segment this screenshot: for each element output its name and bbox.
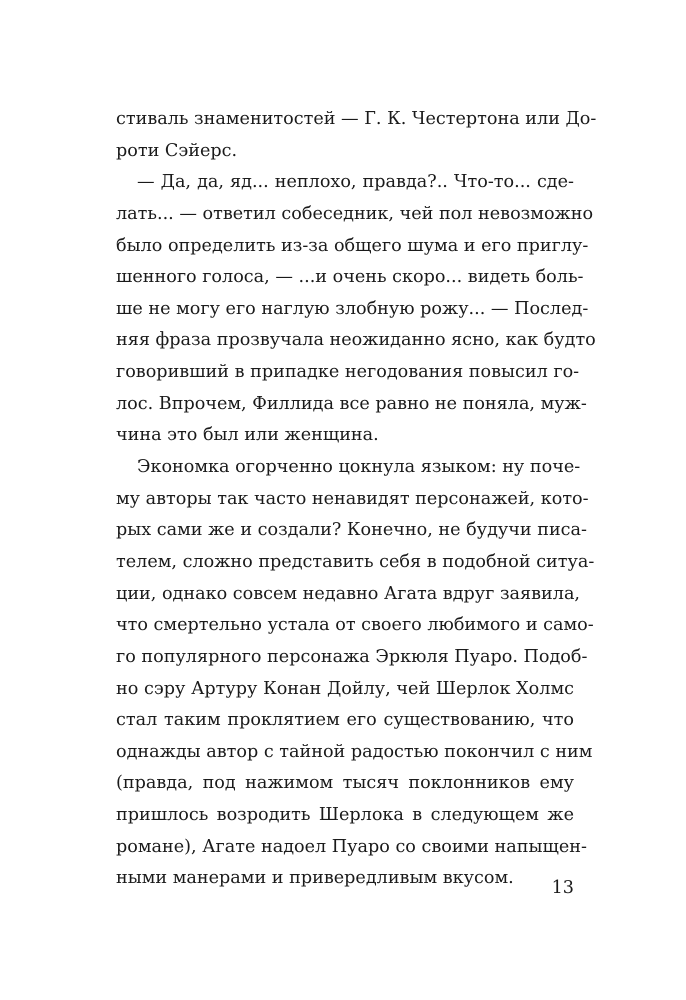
text-line: ции, однако совсем недавно Агата вдруг заявила, xyxy=(116,583,581,604)
paragraph xyxy=(116,104,597,167)
text-line: но сэру Артуру Конан Дойлу, чей Шерлок Холмс xyxy=(116,678,574,699)
text-line: чина это был или женщина. xyxy=(116,425,379,446)
text-line: ными манерами и привередливым вкусом. xyxy=(116,868,514,889)
text-line: — Да, да, яд... неплохо, правда?.. Что-то... сде- xyxy=(137,172,574,193)
text-line: лос. Впрочем, Филлида все равно не поняла, муж- xyxy=(116,393,587,414)
text-line: что смертельно устала от своего любимого и само- xyxy=(116,615,594,636)
text-line: няя фраза прозвучала неожиданно ясно, как будто xyxy=(116,330,596,351)
text-line: му авторы так часто ненавидят персонажей, кото- xyxy=(116,488,589,509)
page-number: 13 xyxy=(551,878,574,898)
text-line: однажды автор с тайной радостью покончил с ним xyxy=(116,741,593,762)
text-line: го популярного персонажа Эркюля Пуаро. Подоб- xyxy=(116,646,588,667)
text-line: телем, сложно представить себя в подобной ситуа- xyxy=(116,551,595,572)
text-line: лать... — ответил собеседник, чей пол невозможно xyxy=(116,203,594,224)
text-line: говоривший в припадке негодования повысил го- xyxy=(116,362,580,383)
text-line: стиваль знаменитостей — Г. К. Честертона или До- xyxy=(116,109,597,129)
paragraph xyxy=(116,167,596,452)
text-line: ше не могу его наглую злобную рожу... — Послед- xyxy=(116,298,589,319)
text-line: роти Сэйерс. xyxy=(116,140,238,161)
text-line: рых сами же и создали? Конечно, не будучи писа- xyxy=(116,520,587,541)
text-line: шенного голоса, — ...и очень скоро... видеть боль- xyxy=(116,267,584,288)
text-line: Экономка огорченно цокнула языком: ну поче- xyxy=(137,457,581,478)
body-text xyxy=(116,104,597,895)
text-line: романе), Агате надоел Пуаро со своими напыщен- xyxy=(116,836,587,857)
text-line: было определить из-за общего шума и его приглу- xyxy=(116,235,589,256)
paragraph xyxy=(116,452,595,895)
text-line: стал таким проклятием его существованию, что xyxy=(116,710,574,731)
text-line: (правда, под нажимом тысяч поклонников ему xyxy=(116,773,574,794)
text-line: пришлось возродить Шерлока в следующем же xyxy=(116,805,574,826)
